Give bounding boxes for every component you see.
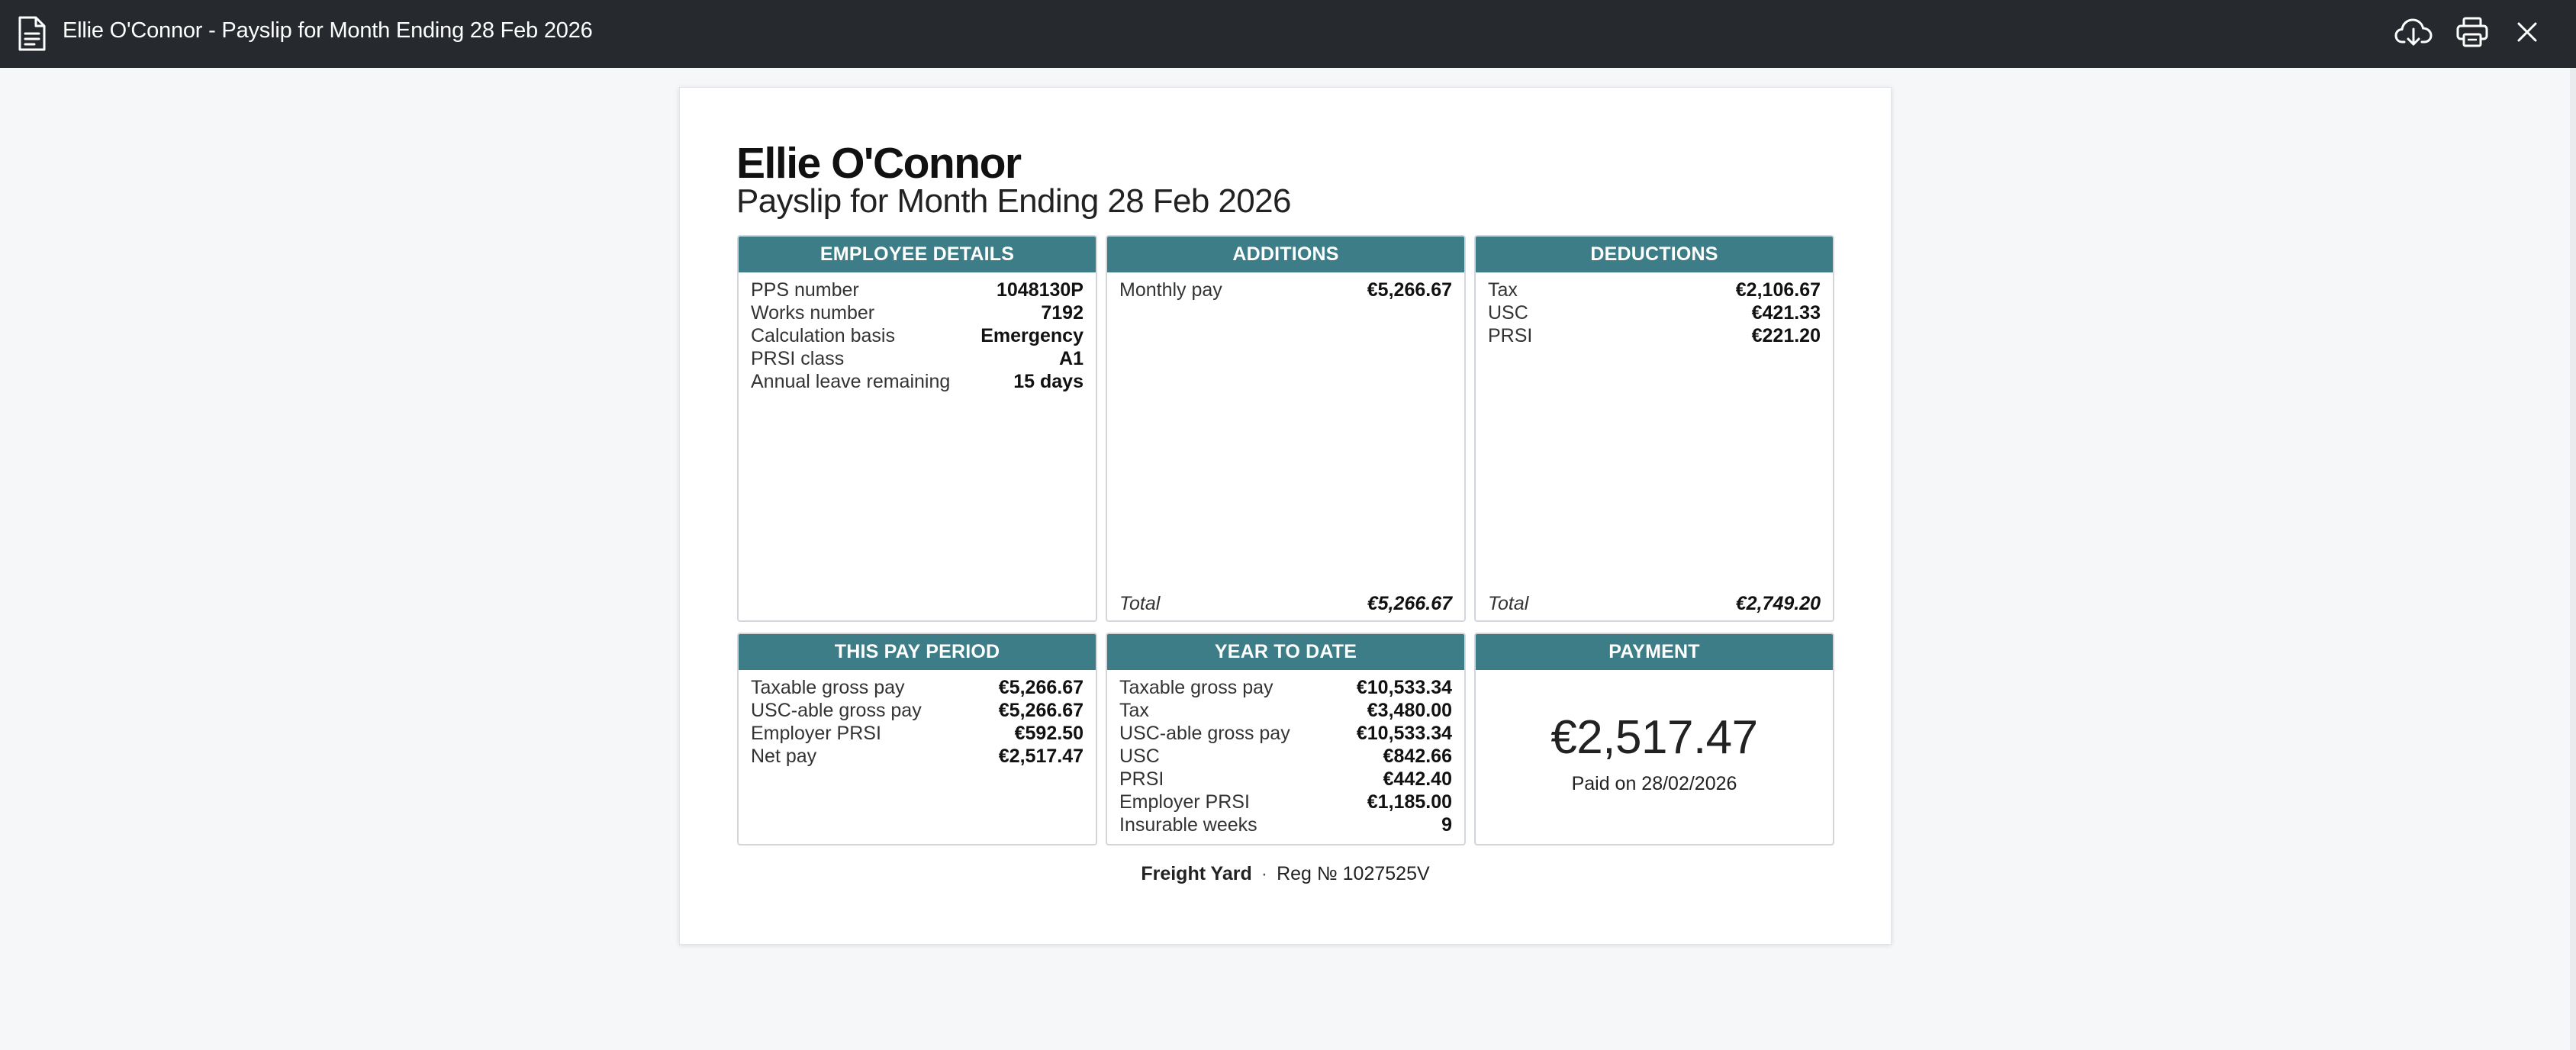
employee-details-panel	[737, 235, 1097, 622]
row-label: Taxable gross pay	[751, 676, 905, 698]
deduction-row	[1488, 279, 1821, 301]
row-label: USC-able gross pay	[1119, 722, 1290, 744]
row-label: Calculation basis	[751, 324, 895, 346]
row-label: PRSI	[1488, 324, 1533, 346]
ytd-row	[1119, 745, 1452, 768]
row-label: USC-able gross pay	[751, 699, 922, 721]
row-label: Works number	[751, 301, 875, 324]
payslip-title: Payslip for Month Ending 28 Feb 2026	[736, 182, 1291, 220]
total-label: Total	[1488, 592, 1529, 614]
row-value: €592.50	[1014, 722, 1084, 744]
payment-date: Paid on 28/02/2026	[1571, 773, 1737, 794]
total-value: €2,749.20	[1735, 592, 1821, 614]
period-row	[751, 699, 1084, 722]
additions-panel	[1106, 235, 1466, 622]
payslip-document	[679, 87, 1892, 945]
close-icon	[2516, 21, 2539, 47]
row-value: €10,533.34	[1356, 676, 1452, 698]
year-to-date-panel	[1106, 633, 1466, 845]
row-label: Taxable gross pay	[1119, 676, 1274, 698]
row-value: €2,517.47	[998, 745, 1084, 767]
row-value: €442.40	[1383, 768, 1452, 790]
payment-amount: €2,517.47	[1550, 711, 1758, 764]
company-name: Freight Yard	[1141, 863, 1252, 884]
row-value: 7192	[1041, 301, 1084, 324]
row-value: €10,533.34	[1356, 722, 1452, 744]
row-value: 15 days	[1013, 370, 1084, 392]
detail-row	[751, 279, 1084, 301]
title-bar	[0, 0, 2576, 68]
row-value: €221.20	[1751, 324, 1821, 346]
row-value: 1048130P	[996, 279, 1084, 301]
period-row	[751, 722, 1084, 745]
row-value: €5,266.67	[998, 699, 1084, 721]
print-button[interactable]	[2453, 15, 2491, 52]
row-label: Insurable weeks	[1119, 813, 1257, 836]
row-value: €5,266.67	[998, 676, 1084, 698]
row-label: Employer PRSI	[751, 722, 881, 744]
cloud-download-icon	[2394, 17, 2433, 51]
row-value: €421.33	[1751, 301, 1821, 324]
document-icon	[17, 15, 47, 52]
panel-heading: EMPLOYEE DETAILS	[739, 237, 1096, 272]
window-title: Ellie O'Connor - Payslip for Month Ending 28 Feb 2026	[63, 18, 593, 43]
ytd-row	[1119, 813, 1452, 836]
period-row	[751, 676, 1084, 699]
row-value: A1	[1059, 347, 1084, 369]
row-label: Annual leave remaining	[751, 370, 951, 392]
deduction-row	[1488, 301, 1821, 324]
payment-panel	[1474, 633, 1834, 845]
row-label: Tax	[1119, 699, 1149, 721]
panel-heading: YEAR TO DATE	[1107, 634, 1464, 670]
row-value: €842.66	[1383, 745, 1452, 767]
row-label: Net pay	[751, 745, 817, 767]
total-value: €5,266.67	[1367, 592, 1452, 614]
row-label: PRSI	[1119, 768, 1164, 790]
row-label: PPS number	[751, 279, 859, 301]
row-label: Monthly pay	[1119, 279, 1222, 301]
row-label: USC	[1488, 301, 1528, 324]
total-label: Total	[1119, 592, 1161, 614]
scrollbar-track[interactable]	[2570, 68, 2576, 1050]
row-value: €3,480.00	[1367, 699, 1452, 721]
period-row	[751, 745, 1084, 768]
panel-heading: PAYMENT	[1476, 634, 1833, 670]
row-value: €2,106.67	[1735, 279, 1821, 301]
row-value: €5,266.67	[1367, 279, 1452, 301]
panel-heading: ADDITIONS	[1107, 237, 1464, 272]
detail-row	[751, 347, 1084, 370]
detail-row	[751, 324, 1084, 347]
close-button[interactable]	[2508, 15, 2546, 52]
row-label: Tax	[1488, 279, 1518, 301]
deductions-panel	[1474, 235, 1834, 622]
detail-row	[751, 301, 1084, 324]
row-value: Emergency	[980, 324, 1084, 346]
ytd-row	[1119, 791, 1452, 813]
detail-row	[751, 370, 1084, 393]
addition-row	[1119, 279, 1452, 301]
panel-heading: THIS PAY PERIOD	[739, 634, 1096, 670]
employee-name: Ellie O'Connor	[736, 139, 1021, 188]
this-pay-period-panel	[737, 633, 1097, 845]
additions-total	[1119, 591, 1452, 616]
ytd-row	[1119, 676, 1452, 699]
deductions-total	[1488, 591, 1821, 616]
row-value: €1,185.00	[1367, 791, 1452, 813]
panel-heading: DEDUCTIONS	[1476, 237, 1833, 272]
footer-separator: ·	[1261, 863, 1268, 884]
ytd-row	[1119, 768, 1452, 791]
printer-icon	[2455, 16, 2489, 52]
deduction-row	[1488, 324, 1821, 347]
ytd-row	[1119, 699, 1452, 722]
ytd-row	[1119, 722, 1452, 745]
row-label: USC	[1119, 745, 1160, 767]
row-label: PRSI class	[751, 347, 845, 369]
row-value: 9	[1441, 813, 1452, 836]
download-button[interactable]	[2394, 15, 2433, 52]
registration-number: Reg № 1027525V	[1277, 863, 1430, 884]
row-label: Employer PRSI	[1119, 791, 1250, 813]
payslip-footer	[680, 863, 1891, 885]
